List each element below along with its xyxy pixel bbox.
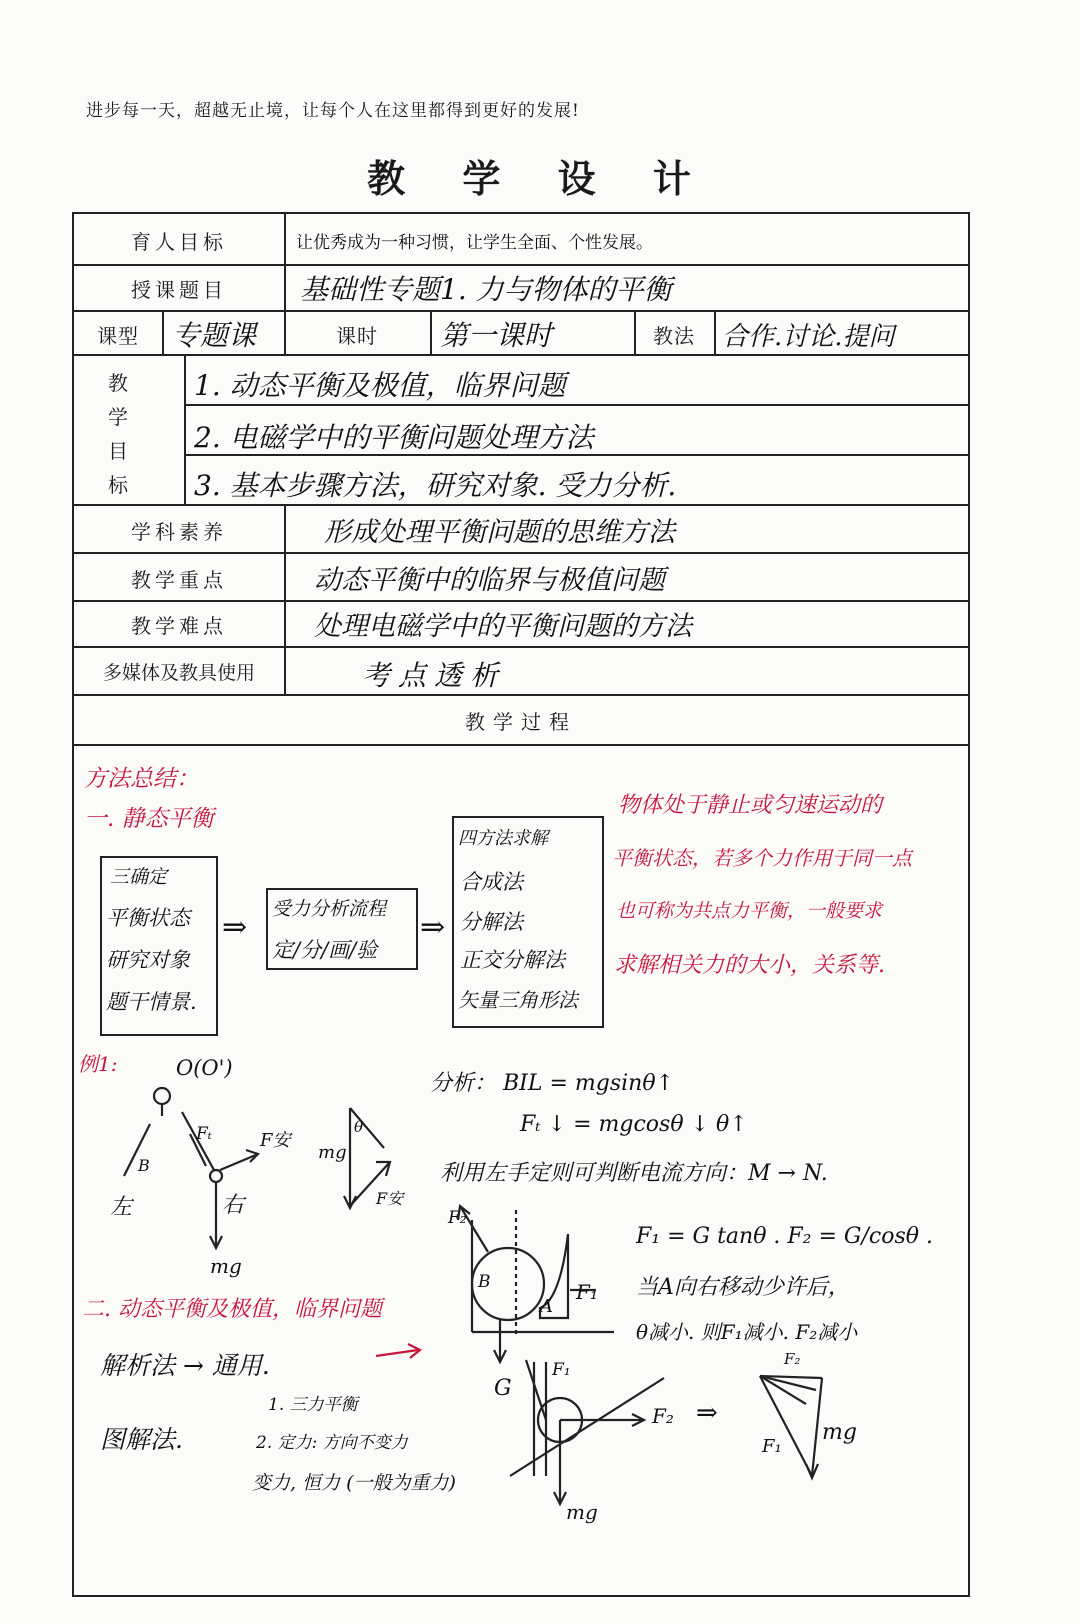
box-force-analysis: 受力分析流程 定/分/画/验 (266, 888, 418, 970)
fig2-f1c: F₁ (762, 1436, 782, 1457)
objective-1: 1. 动态平衡及极值，临界问题 (194, 369, 566, 402)
media-label: 多媒体及教具使用 (102, 662, 255, 684)
fig-fan: F安 (260, 1130, 291, 1151)
fig-right: 右 (222, 1193, 245, 1218)
arrow-2: ⇒ (420, 910, 446, 945)
red-note-1: 物体处于静止或匀速运动的 (618, 793, 883, 818)
type-value: 专题课 (172, 319, 257, 352)
fig2-b: B (478, 1272, 491, 1292)
page-title: 教 学 设 计 (367, 156, 713, 201)
static-heading: 一. 静态平衡 (84, 806, 214, 832)
objective-3: 3. 基本步骤方法，研究对象. 受力分析. (194, 469, 677, 502)
fig-mg: mg (210, 1254, 242, 1278)
goal-value: 让优秀成为一种习惯，让学生全面、个性发展。 (296, 233, 653, 253)
box-four-methods: 四方法求解 合成法 分解法 正交分解法 矢量三角形法 (452, 816, 604, 1028)
fig2-g: G (494, 1376, 512, 1401)
fig2-mg: mg (566, 1500, 598, 1524)
media-value: 考点透析 (362, 659, 507, 692)
objective-2: 2. 电磁学中的平衡问题处理方法 (194, 421, 594, 454)
motto: 进步每一天，超越无止境，让每个人在这里都得到更好的发展! (86, 101, 580, 121)
topic-value: 基础性专题1. 力与物体的平衡 (300, 273, 672, 306)
method-value: 合作.讨论.提问 (722, 322, 895, 352)
result-note: θ减小. 则F₁减小. F₂减小 (636, 1320, 858, 1344)
fig-b: B (138, 1156, 150, 1175)
type-label: 课型 (97, 324, 139, 348)
tri-theta: θ (354, 1118, 364, 1136)
difficulty-value: 处理电磁学中的平衡问题的方法 (314, 611, 692, 642)
key-point-value: 动态平衡中的临界与极值问题 (314, 565, 665, 596)
move-note: 当A向右移动少许后， (636, 1275, 850, 1300)
tri-fan: F安 (376, 1189, 404, 1208)
red-note-4: 求解相关力的大小，关系等. (614, 953, 885, 978)
red-note-3: 也可称为共点力平衡，一般要求 (616, 900, 883, 922)
graphic-method: 图解法. (100, 1425, 183, 1454)
example-label: 例1: (78, 1052, 118, 1076)
analysis-2: Fₜ ↓ = mgcosθ ↓ θ↑ (520, 1112, 748, 1137)
key-point-label: 教学重点 (131, 568, 227, 592)
fig2-fx: F₂ (652, 1404, 674, 1428)
hours-label: 课时 (336, 324, 378, 348)
literacy-value: 形成处理平衡问题的思维方法 (324, 517, 675, 548)
fig2-a: A (540, 1296, 553, 1317)
objectives-label: 教 学 目 标 (108, 371, 128, 497)
fig-o-label: O(O') (176, 1056, 233, 1080)
fig2-f1: F₁ (576, 1280, 598, 1304)
fig-ft: Fₜ (196, 1124, 212, 1144)
red-note-2: 平衡状态，若多个力作用于同一点 (612, 846, 912, 870)
arrow-1: ⇒ (222, 910, 248, 945)
tri-mg: mg (318, 1142, 347, 1163)
fig2-arrow: ⇒ (696, 1398, 718, 1428)
method-label: 教法 (653, 324, 695, 348)
summary-heading: 方法总结： (84, 766, 199, 792)
fig2-f2c: F₂ (784, 1350, 801, 1368)
left-hand-rule: 利用左手定则可判断电流方向：M → N. (440, 1161, 828, 1186)
fig2-f1b: F₁ (552, 1360, 571, 1380)
formulas: F₁ = G tanθ . F₂ = G/cosθ . (636, 1224, 933, 1249)
fig2-f2: F₂ (448, 1208, 467, 1228)
hours-value: 第一课时 (440, 319, 553, 352)
literacy-label: 学科素养 (131, 520, 227, 544)
dynamic-heading: 二. 动态平衡及极值，临界问题 (82, 1297, 382, 1322)
graphic-note-1: 1. 三力平衡 (268, 1395, 358, 1415)
analytic-method: 解析法 → 通用. (100, 1351, 270, 1380)
graphic-note-3: 变力, 恒力 (一般为重力) (252, 1472, 456, 1494)
fig-left: 左 (110, 1195, 133, 1220)
graphic-note-2: 2. 定力: 方向不变力 (256, 1433, 408, 1453)
goal-label: 育人目标 (131, 230, 227, 254)
difficulty-label: 教学难点 (131, 614, 227, 638)
box-three-determine: 三确定 平衡状态 研究对象 题干情景. (100, 856, 218, 1036)
topic-label: 授课题目 (131, 278, 227, 302)
analysis-1: 分析： BIL = mgsinθ↑ (430, 1071, 674, 1096)
fig2-mg2: mg (822, 1420, 857, 1445)
process-label: 教学过程 (465, 710, 577, 734)
